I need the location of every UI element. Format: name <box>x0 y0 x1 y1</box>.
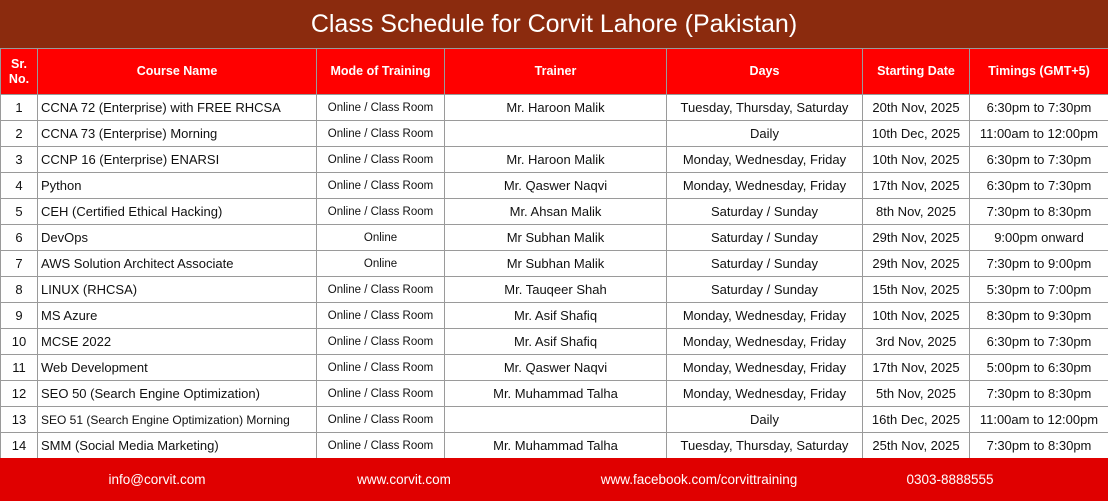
header-sr-no <box>1 49 38 95</box>
header-sr-line1: Sr. <box>11 56 27 71</box>
table-row <box>1 277 1108 303</box>
cell-sr-no: 11 <box>1 355 38 381</box>
cell-timing: 7:30pm to 9:00pm <box>970 251 1108 277</box>
cell-sr-no: 7 <box>1 251 38 277</box>
cell-sr-no: 8 <box>1 277 38 303</box>
cell-mode: Online / Class Room <box>317 433 445 459</box>
cell-mode: Online / Class Room <box>317 147 445 173</box>
cell-mode: Online / Class Room <box>317 173 445 199</box>
cell-days: Monday, Wednesday, Friday <box>667 303 863 329</box>
cell-mode: Online / Class Room <box>317 95 445 121</box>
cell-trainer: Mr. Tauqeer Shah <box>445 277 667 303</box>
cell-course-name: CCNP 16 (Enterprise) ENARSI <box>38 147 317 173</box>
header-mode: Mode of Training <box>317 49 445 95</box>
cell-trainer: Mr. Qaswer Naqvi <box>445 355 667 381</box>
cell-days: Daily <box>667 121 863 147</box>
table-row <box>1 355 1108 381</box>
cell-starting-date: 17th Nov, 2025 <box>863 355 970 381</box>
cell-days: Saturday / Sunday <box>667 251 863 277</box>
cell-starting-date: 29th Nov, 2025 <box>863 251 970 277</box>
cell-days: Monday, Wednesday, Friday <box>667 147 863 173</box>
cell-mode: Online / Class Room <box>317 277 445 303</box>
cell-course-name: Web Development <box>38 355 317 381</box>
cell-sr-no: 13 <box>1 407 38 433</box>
cell-starting-date: 16th Dec, 2025 <box>863 407 970 433</box>
cell-days: Monday, Wednesday, Friday <box>667 355 863 381</box>
cell-mode: Online <box>317 225 445 251</box>
cell-trainer: Mr Subhan Malik <box>445 251 667 277</box>
cell-sr-no: 14 <box>1 433 38 459</box>
cell-starting-date: 25th Nov, 2025 <box>863 433 970 459</box>
header-days: Days <box>667 49 863 95</box>
cell-timing: 6:30pm to 7:30pm <box>970 173 1108 199</box>
cell-course-name: AWS Solution Architect Associate <box>38 251 317 277</box>
cell-days: Saturday / Sunday <box>667 225 863 251</box>
cell-starting-date: 20th Nov, 2025 <box>863 95 970 121</box>
cell-timing: 7:30pm to 8:30pm <box>970 433 1108 459</box>
cell-mode: Online / Class Room <box>317 407 445 433</box>
cell-days: Monday, Wednesday, Friday <box>667 329 863 355</box>
footer-email[interactable]: info@corvit.com <box>108 472 206 487</box>
table-row <box>1 225 1108 251</box>
header-course-name: Course Name <box>38 49 317 95</box>
schedule-table <box>0 48 1108 459</box>
cell-course-name: SEO 51 (Search Engine Optimization) Morning <box>38 407 317 433</box>
cell-trainer: Mr. Ahsan Malik <box>445 199 667 225</box>
table-row <box>1 329 1108 355</box>
cell-sr-no: 4 <box>1 173 38 199</box>
cell-trainer: Mr Subhan Malik <box>445 225 667 251</box>
cell-mode: Online / Class Room <box>317 355 445 381</box>
header-starting-date: Starting Date <box>863 49 970 95</box>
cell-timing: 6:30pm to 7:30pm <box>970 147 1108 173</box>
cell-trainer: Mr. Muhammad Talha <box>445 381 667 407</box>
cell-starting-date: 17th Nov, 2025 <box>863 173 970 199</box>
table-row <box>1 407 1108 433</box>
cell-starting-date: 3rd Nov, 2025 <box>863 329 970 355</box>
cell-sr-no: 2 <box>1 121 38 147</box>
cell-starting-date: 29th Nov, 2025 <box>863 225 970 251</box>
footer-phone: 0303-8888555 <box>906 472 994 487</box>
header-row <box>1 49 1108 95</box>
cell-days: Saturday / Sunday <box>667 277 863 303</box>
cell-trainer: Mr. Haroon Malik <box>445 95 667 121</box>
cell-mode: Online / Class Room <box>317 303 445 329</box>
cell-sr-no: 10 <box>1 329 38 355</box>
cell-timing: 9:00pm onward <box>970 225 1108 251</box>
cell-timing: 11:00am to 12:00pm <box>970 407 1108 433</box>
cell-days: Monday, Wednesday, Friday <box>667 381 863 407</box>
footer-website[interactable]: www.corvit.com <box>357 472 451 487</box>
cell-mode: Online / Class Room <box>317 199 445 225</box>
cell-course-name: Python <box>38 173 317 199</box>
cell-timing: 7:30pm to 8:30pm <box>970 199 1108 225</box>
cell-trainer: Mr. Haroon Malik <box>445 147 667 173</box>
cell-course-name: SEO 50 (Search Engine Optimization) <box>38 381 317 407</box>
cell-timing: 8:30pm to 9:30pm <box>970 303 1108 329</box>
header-trainer: Trainer <box>445 49 667 95</box>
header-sr-line2: No. <box>8 71 30 86</box>
cell-trainer: Mr. Asif Shafiq <box>445 329 667 355</box>
footer-bar <box>0 458 1108 501</box>
cell-course-name: DevOps <box>38 225 317 251</box>
cell-mode: Online <box>317 251 445 277</box>
table-row <box>1 251 1108 277</box>
cell-mode: Online / Class Room <box>317 381 445 407</box>
cell-starting-date: 10th Nov, 2025 <box>863 147 970 173</box>
cell-course-name: CCNA 72 (Enterprise) with FREE RHCSA <box>38 95 317 121</box>
page-title: Class Schedule for Corvit Lahore (Pakistan) <box>0 0 1108 48</box>
table-row <box>1 173 1108 199</box>
table-row <box>1 147 1108 173</box>
cell-days: Tuesday, Thursday, Saturday <box>667 433 863 459</box>
cell-course-name: LINUX (RHCSA) <box>38 277 317 303</box>
header-timings: Timings (GMT+5) <box>970 49 1108 95</box>
cell-days: Monday, Wednesday, Friday <box>667 173 863 199</box>
cell-course-name: CEH (Certified Ethical Hacking) <box>38 199 317 225</box>
cell-sr-no: 12 <box>1 381 38 407</box>
cell-starting-date: 10th Dec, 2025 <box>863 121 970 147</box>
table-row <box>1 433 1108 459</box>
cell-sr-no: 1 <box>1 95 38 121</box>
cell-timing: 5:30pm to 7:00pm <box>970 277 1108 303</box>
table-row <box>1 303 1108 329</box>
table-row <box>1 95 1108 121</box>
cell-trainer <box>445 121 667 147</box>
cell-timing: 6:30pm to 7:30pm <box>970 329 1108 355</box>
cell-trainer <box>445 407 667 433</box>
table-row <box>1 121 1108 147</box>
cell-course-name: MCSE 2022 <box>38 329 317 355</box>
cell-course-name: MS Azure <box>38 303 317 329</box>
footer-facebook[interactable]: www.facebook.com/corvittraining <box>600 472 798 487</box>
cell-starting-date: 8th Nov, 2025 <box>863 199 970 225</box>
cell-sr-no: 6 <box>1 225 38 251</box>
cell-sr-no: 9 <box>1 303 38 329</box>
cell-starting-date: 15th Nov, 2025 <box>863 277 970 303</box>
cell-timing: 11:00am to 12:00pm <box>970 121 1108 147</box>
cell-days: Daily <box>667 407 863 433</box>
cell-timing: 5:00pm to 6:30pm <box>970 355 1108 381</box>
cell-course-name: CCNA 73 (Enterprise) Morning <box>38 121 317 147</box>
cell-timing: 7:30pm to 8:30pm <box>970 381 1108 407</box>
cell-days: Tuesday, Thursday, Saturday <box>667 95 863 121</box>
cell-sr-no: 3 <box>1 147 38 173</box>
table-row <box>1 381 1108 407</box>
schedule-body <box>1 95 1108 459</box>
cell-starting-date: 10th Nov, 2025 <box>863 303 970 329</box>
table-row <box>1 199 1108 225</box>
cell-starting-date: 5th Nov, 2025 <box>863 381 970 407</box>
cell-course-name: SMM (Social Media Marketing) <box>38 433 317 459</box>
cell-mode: Online / Class Room <box>317 121 445 147</box>
cell-days: Saturday / Sunday <box>667 199 863 225</box>
cell-sr-no: 5 <box>1 199 38 225</box>
cell-mode: Online / Class Room <box>317 329 445 355</box>
cell-trainer: Mr. Muhammad Talha <box>445 433 667 459</box>
cell-timing: 6:30pm to 7:30pm <box>970 95 1108 121</box>
cell-trainer: Mr. Qaswer Naqvi <box>445 173 667 199</box>
cell-trainer: Mr. Asif Shafiq <box>445 303 667 329</box>
